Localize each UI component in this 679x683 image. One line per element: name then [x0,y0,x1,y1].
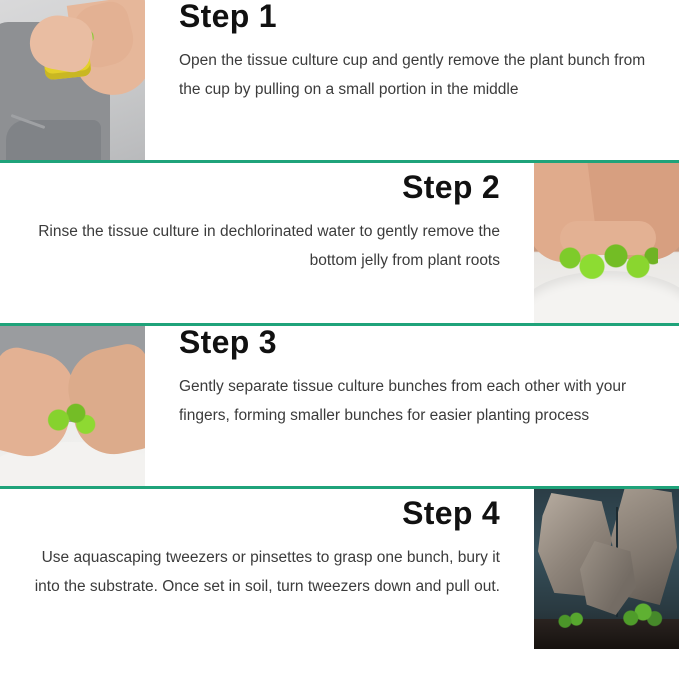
photo-hands-opening-tissue-culture-cup [0,0,145,160]
photo-planted-aquascape-with-rocks [534,489,679,649]
step-text-4 [0,489,534,649]
step-block-4 [0,489,679,649]
step-title-2: Step 2 [402,169,500,205]
step-body-3: Gently separate tissue culture bunches from each other with your fingers, forming smaller bunches for easier planting process [179,377,627,425]
step-body-4: Use aquascaping tweezers or pinsettes to grasp one bunch, bury it into the substrate. Once set in soil, turn tweezers down and pull out. [34,548,500,596]
step-block-2 [0,163,679,323]
step-title-3: Step 3 [179,326,277,360]
step-text-3 [145,326,679,486]
step-body-1: Open the tissue culture cup and gently remove the plant bunch from the cup by pulling on a small portion in the middle [179,51,646,99]
step-title-4: Step 4 [402,495,500,531]
step-text-1 [145,0,679,160]
step-title-1: Step 1 [179,0,277,34]
step-text-2 [0,163,534,323]
photo-hands-rinsing-plant-in-bowl [534,163,679,323]
photo-hands-separating-bunches [0,326,145,486]
step-block-3 [0,326,679,486]
step-body-2: Rinse the tissue culture in dechlorinated water to gently remove the bottom jelly from plant roots [38,222,500,270]
step-block-1 [0,0,679,160]
